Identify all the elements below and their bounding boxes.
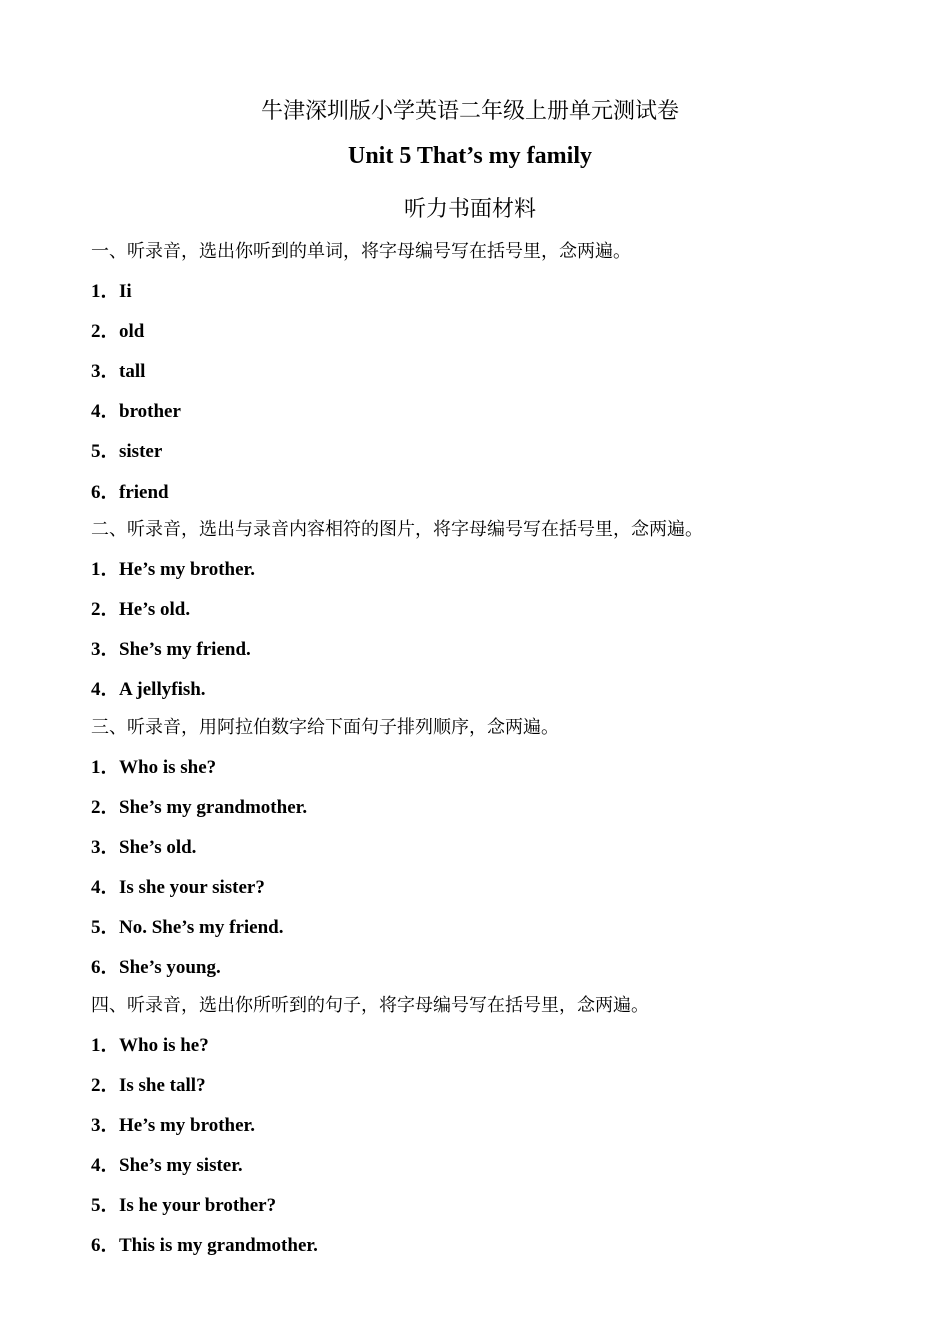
item-number: 4． [91, 679, 120, 700]
unit-title: Unit 5 That’s my family [347, 143, 592, 169]
item-number: 6． [91, 957, 120, 978]
item-text: She’s my sister. [119, 1155, 243, 1176]
item-number: 4． [91, 1155, 120, 1176]
item-number: 6． [91, 1235, 120, 1256]
item-number: 3． [91, 639, 120, 660]
item-number: 2． [91, 797, 120, 818]
list-item [91, 952, 221, 979]
list-item [91, 752, 216, 779]
list-item [91, 554, 255, 581]
section-heading-4: 四、听录音，选出你所听到的句子，将字母编号写在括号里，念两遍。 [91, 995, 649, 1016]
item-number: 5． [91, 1195, 120, 1216]
list-item [91, 477, 169, 504]
list-item [91, 356, 145, 383]
item-text: This is my grandmother. [119, 1235, 318, 1256]
list-item [91, 872, 265, 899]
item-number: 1． [91, 559, 120, 580]
item-text: Who is he? [119, 1035, 209, 1056]
item-number: 5． [91, 917, 120, 938]
list-item [91, 634, 251, 661]
item-text: old [119, 321, 145, 342]
item-number: 4． [91, 877, 120, 898]
item-number: 2． [91, 1075, 120, 1096]
item-text: friend [119, 482, 169, 503]
item-text: He’s my brother. [119, 1115, 255, 1136]
item-number: 3． [91, 837, 120, 858]
list-item [91, 1110, 255, 1137]
list-item [91, 396, 181, 423]
item-text: No. She’s my friend. [119, 917, 284, 938]
list-item [91, 792, 307, 819]
item-number: 6． [91, 482, 120, 503]
item-text: A jellyfish. [119, 679, 206, 700]
item-text: He’s my brother. [119, 559, 255, 580]
list-item [91, 912, 284, 939]
section-heading-1: 一、听录音，选出你听到的单词，将字母编号写在括号里，念两遍。 [91, 241, 631, 262]
list-item [91, 674, 206, 701]
list-item [91, 436, 162, 463]
item-text: sister [119, 441, 163, 462]
item-number: 3． [91, 361, 120, 382]
list-item [91, 594, 190, 621]
item-text: She’s young. [119, 957, 221, 978]
section-heading-2: 二、听录音，选出与录音内容相符的图片，将字母编号写在括号里，念两遍。 [91, 519, 703, 540]
item-number: 3． [91, 1115, 120, 1136]
item-text: She’s my friend. [119, 639, 251, 660]
item-text: Is she your sister? [119, 877, 265, 898]
item-number: 2． [91, 321, 120, 342]
item-number: 1． [91, 281, 120, 302]
material-title: 听力书面材料 [403, 197, 536, 222]
list-item [91, 1190, 276, 1217]
section-heading-3: 三、听录音，用阿拉伯数字给下面句子排列顺序，念两遍。 [91, 717, 559, 738]
item-number: 4． [91, 401, 120, 422]
list-item [91, 1030, 209, 1057]
list-item [91, 1150, 243, 1177]
list-item [91, 316, 144, 343]
item-number: 5． [91, 441, 120, 462]
page-title: 牛津深圳版小学英语二年级上册单元测试卷 [260, 99, 679, 124]
item-number: 1． [91, 757, 120, 778]
item-text: Who is she? [119, 757, 217, 778]
item-text: Ii [119, 281, 132, 302]
list-item [91, 1070, 206, 1097]
item-text: She’s my grandmother. [119, 797, 308, 818]
list-item [91, 832, 196, 859]
item-text: Is she tall? [119, 1075, 206, 1096]
list-item [91, 276, 132, 303]
item-number: 1． [91, 1035, 120, 1056]
item-text: He’s old. [119, 599, 191, 620]
item-text: brother [119, 401, 181, 422]
item-text: Is he your brother? [119, 1195, 277, 1216]
item-text: tall [119, 361, 146, 382]
list-item [91, 1230, 318, 1257]
item-number: 2． [91, 599, 120, 620]
item-text: She’s old. [119, 837, 197, 858]
